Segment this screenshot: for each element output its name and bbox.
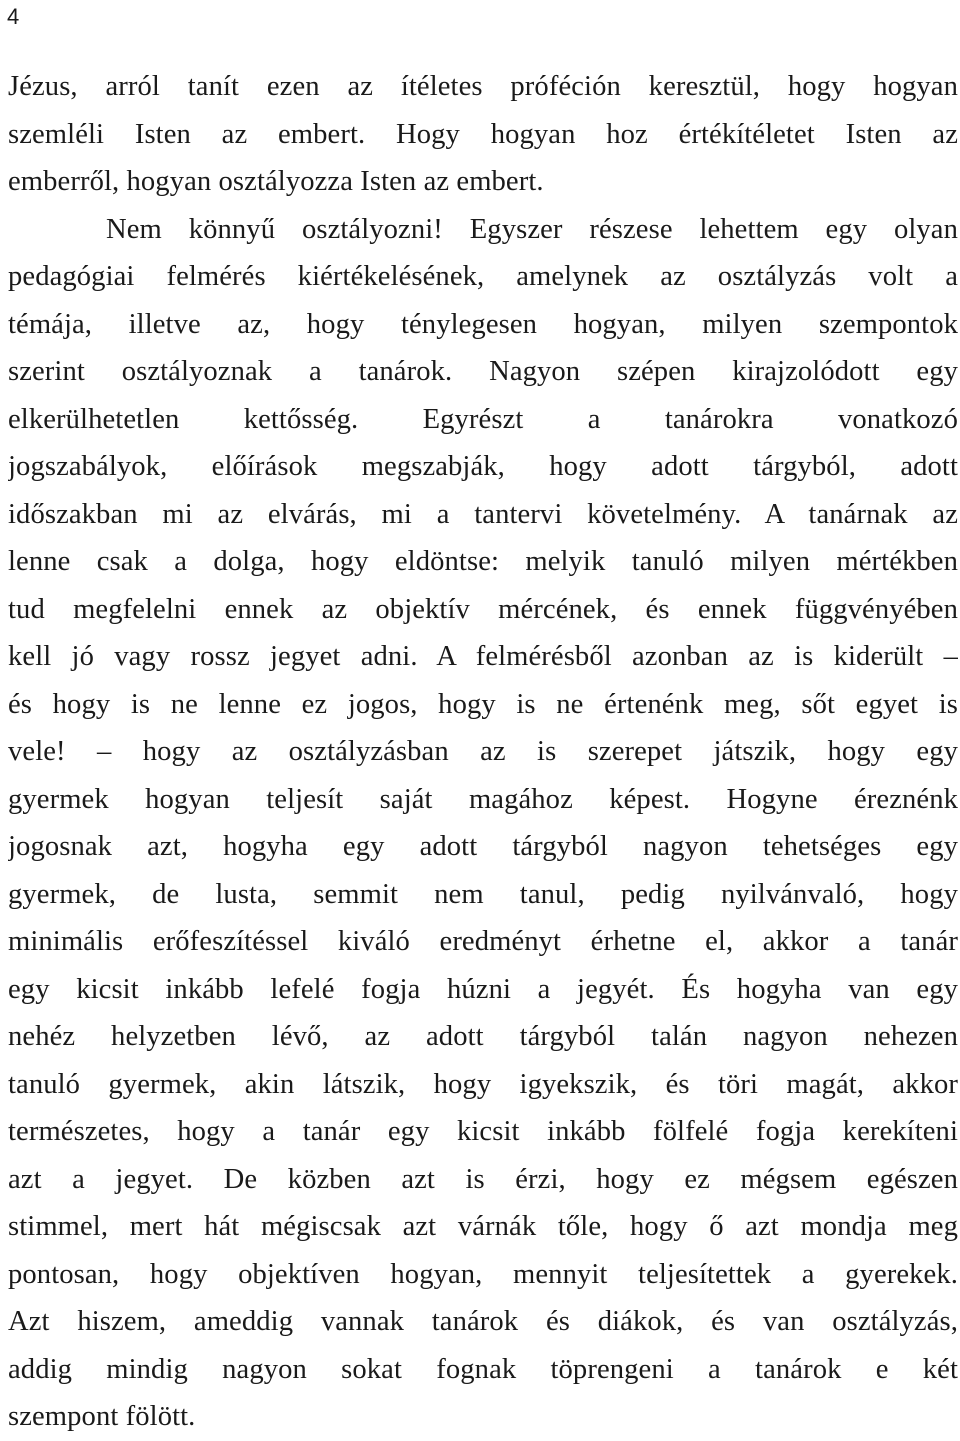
text-line: természetes, hogy a tanár egy kicsit inkább fölfelé fogja kerekíteni <box>8 1116 958 1147</box>
text-line: Nem könnyű osztályozni! Egyszer részese lehettem egy olyan <box>106 213 958 245</box>
text-line: egy kicsit inkább lefelé fogja húzni a jegyét. És hogyha van egy <box>8 973 958 1005</box>
text-line: szemléli Isten az embert. Hogy hogyan hoz értékítéletet Isten az <box>8 118 958 150</box>
body-text <box>8 63 958 1441</box>
text-line: addig mindig nagyon sokat fognak töprengeni a tanárok e két <box>8 1353 958 1385</box>
text-line: Jézus, arról tanít ezen az ítéletes próféción keresztül, hogy hogyan <box>8 71 958 102</box>
text-line: és hogy is ne lenne ez jogos, hogy is ne értenénk meg, sőt egyet is <box>8 688 958 720</box>
text-line: kell jó vagy rossz jegyet adni. A felmérésből azonban az is kiderült – <box>8 641 958 672</box>
text-line: nehéz helyzetben lévő, az adott tárgyból talán nagyon nehezen <box>8 1021 958 1052</box>
text-line: jogszabályok, előírások megszabják, hogy adott tárgyból, adott <box>8 451 958 482</box>
text-line: minimális erőfeszítéssel kiváló eredményt érhetne el, akkor a tanár <box>8 926 958 957</box>
text-line: tud megfelelni ennek az objektív mércének, és ennek függvényében <box>8 593 958 625</box>
text-line: lenne csak a dolga, hogy eldöntse: melyik tanuló milyen mértékben <box>8 546 958 577</box>
text-line: gyermek hogyan teljesít saját magához képest. Hogyne éreznénk <box>8 783 958 815</box>
text-line: azt a jegyet. De közben azt is érzi, hogy ez mégsem egészen <box>8 1163 958 1195</box>
text-line: szerint osztályoznak a tanárok. Nagyon szépen kirajzolódott egy <box>8 356 958 387</box>
text-line: tanuló gyermek, akin látszik, hogy igyekszik, és töri magát, akkor <box>8 1068 958 1100</box>
text-line: gyermek, de lusta, semmit nem tanul, pedig nyilvánvaló, hogy <box>8 878 958 910</box>
text-line: pontosan, hogy objektíven hogyan, mennyit teljesítettek a gyerekek. <box>8 1258 958 1290</box>
text-line: vele! – hogy az osztályzásban az is szerepet játszik, hogy egy <box>8 736 958 767</box>
text-line: pedagógiai felmérés kiértékelésének, amelynek az osztályzás volt a <box>8 261 958 292</box>
text-line: emberről, hogyan osztályozza Isten az embert. <box>8 166 544 197</box>
text-line: időszakban mi az elvárás, mi a tantervi követelmény. A tanárnak az <box>8 498 958 530</box>
text-line: szempont fölött. <box>8 1401 196 1432</box>
text-line: stimmel, mert hát mégiscsak azt várnák tőle, hogy ő azt mondja meg <box>8 1211 958 1242</box>
text-line: témája, illetve az, hogy ténylegesen hogyan, milyen szempontok <box>8 308 958 340</box>
text-line: jogosnak azt, hogyha egy adott tárgyból nagyon tehetséges egy <box>8 831 958 862</box>
page-number: 4 <box>7 4 20 29</box>
text-line: elkerülhetetlen kettősség. Egyrészt a tanárokra vonatkozó <box>8 403 958 435</box>
text-line: Azt hiszem, ameddig vannak tanárok és diákok, és van osztályzás, <box>8 1306 958 1337</box>
